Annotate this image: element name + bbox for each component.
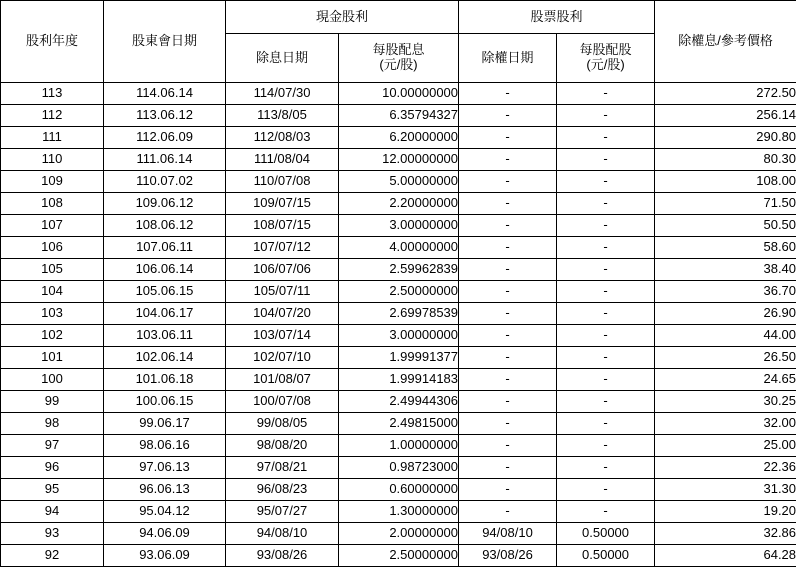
cell-ex-rights-date: - bbox=[459, 105, 557, 127]
header-cash-per-share-label: 每股配息 bbox=[341, 43, 456, 58]
cell-stock-per-share: - bbox=[557, 325, 655, 347]
table-row bbox=[1, 501, 796, 523]
cell-dividend-year: 93 bbox=[1, 523, 104, 545]
cell-ex-rights-date: - bbox=[459, 215, 557, 237]
cell-cash-per-share: 12.00000000 bbox=[339, 149, 459, 171]
table-row bbox=[1, 391, 796, 413]
cell-ex-rights-date: - bbox=[459, 281, 557, 303]
cell-meeting-date: 101.06.18 bbox=[104, 369, 226, 391]
cell-dividend-year: 108 bbox=[1, 193, 104, 215]
cell-meeting-date: 97.06.13 bbox=[104, 457, 226, 479]
cell-cash-per-share: 0.60000000 bbox=[339, 479, 459, 501]
cell-ex-rights-date: - bbox=[459, 369, 557, 391]
cell-ex-dividend-date: 100/07/08 bbox=[226, 391, 339, 413]
cell-ex-rights-date: - bbox=[459, 457, 557, 479]
cell-ex-dividend-date: 112/08/03 bbox=[226, 127, 339, 149]
cell-reference-price: 38.40 bbox=[655, 259, 796, 281]
cell-reference-price: 36.70 bbox=[655, 281, 796, 303]
cell-ex-rights-date: - bbox=[459, 83, 557, 105]
cell-stock-per-share: - bbox=[557, 435, 655, 457]
cell-cash-per-share: 1.30000000 bbox=[339, 501, 459, 523]
cell-cash-per-share: 3.00000000 bbox=[339, 215, 459, 237]
cell-dividend-year: 113 bbox=[1, 83, 104, 105]
cell-reference-price: 25.00 bbox=[655, 435, 796, 457]
table-row bbox=[1, 193, 796, 215]
cell-ex-rights-date: - bbox=[459, 193, 557, 215]
cell-stock-per-share: 0.50000 bbox=[557, 523, 655, 545]
table-row bbox=[1, 523, 796, 545]
cell-stock-per-share: - bbox=[557, 259, 655, 281]
cell-reference-price: 58.60 bbox=[655, 237, 796, 259]
cell-stock-per-share: - bbox=[557, 391, 655, 413]
table-row bbox=[1, 149, 796, 171]
cell-cash-per-share: 2.59962839 bbox=[339, 259, 459, 281]
header-ex-dividend-date: 除息日期 bbox=[226, 34, 339, 83]
cell-dividend-year: 111 bbox=[1, 127, 104, 149]
cell-meeting-date: 98.06.16 bbox=[104, 435, 226, 457]
cell-dividend-year: 94 bbox=[1, 501, 104, 523]
cell-cash-per-share: 1.99914183 bbox=[339, 369, 459, 391]
cell-meeting-date: 107.06.11 bbox=[104, 237, 226, 259]
cell-meeting-date: 95.04.12 bbox=[104, 501, 226, 523]
cell-reference-price: 64.28 bbox=[655, 545, 796, 567]
cell-ex-rights-date: - bbox=[459, 479, 557, 501]
cell-ex-dividend-date: 106/07/06 bbox=[226, 259, 339, 281]
header-stock-per-share-unit: (元/股) bbox=[559, 58, 652, 73]
cell-dividend-year: 99 bbox=[1, 391, 104, 413]
cell-cash-per-share: 2.69978539 bbox=[339, 303, 459, 325]
cell-reference-price: 272.50 bbox=[655, 83, 796, 105]
cell-meeting-date: 104.06.17 bbox=[104, 303, 226, 325]
cell-ex-dividend-date: 110/07/08 bbox=[226, 171, 339, 193]
cell-ex-dividend-date: 95/07/27 bbox=[226, 501, 339, 523]
cell-ex-rights-date: - bbox=[459, 127, 557, 149]
cell-stock-per-share: - bbox=[557, 83, 655, 105]
cell-stock-per-share: - bbox=[557, 369, 655, 391]
table-row bbox=[1, 457, 796, 479]
cell-cash-per-share: 2.49944306 bbox=[339, 391, 459, 413]
cell-reference-price: 26.50 bbox=[655, 347, 796, 369]
cell-cash-per-share: 6.20000000 bbox=[339, 127, 459, 149]
cell-meeting-date: 111.06.14 bbox=[104, 149, 226, 171]
cell-ex-dividend-date: 96/08/23 bbox=[226, 479, 339, 501]
cell-meeting-date: 99.06.17 bbox=[104, 413, 226, 435]
header-dividend-year: 股利年度 bbox=[1, 1, 104, 83]
cell-ex-dividend-date: 107/07/12 bbox=[226, 237, 339, 259]
cell-meeting-date: 102.06.14 bbox=[104, 347, 226, 369]
cell-reference-price: 71.50 bbox=[655, 193, 796, 215]
cell-dividend-year: 103 bbox=[1, 303, 104, 325]
cell-dividend-year: 102 bbox=[1, 325, 104, 347]
cell-stock-per-share: 0.50000 bbox=[557, 545, 655, 567]
cell-dividend-year: 104 bbox=[1, 281, 104, 303]
cell-ex-dividend-date: 101/08/07 bbox=[226, 369, 339, 391]
cell-reference-price: 19.20 bbox=[655, 501, 796, 523]
cell-meeting-date: 113.06.12 bbox=[104, 105, 226, 127]
cell-meeting-date: 96.06.13 bbox=[104, 479, 226, 501]
table-row bbox=[1, 325, 796, 347]
cell-meeting-date: 94.06.09 bbox=[104, 523, 226, 545]
table-row bbox=[1, 369, 796, 391]
cell-meeting-date: 108.06.12 bbox=[104, 215, 226, 237]
cell-dividend-year: 98 bbox=[1, 413, 104, 435]
cell-reference-price: 26.90 bbox=[655, 303, 796, 325]
cell-ex-rights-date: - bbox=[459, 435, 557, 457]
cell-cash-per-share: 2.49815000 bbox=[339, 413, 459, 435]
cell-reference-price: 31.30 bbox=[655, 479, 796, 501]
cell-reference-price: 108.00 bbox=[655, 171, 796, 193]
cell-meeting-date: 114.06.14 bbox=[104, 83, 226, 105]
cell-ex-rights-date: - bbox=[459, 413, 557, 435]
cell-stock-per-share: - bbox=[557, 457, 655, 479]
header-cash-dividend-group: 現金股利 bbox=[226, 1, 459, 34]
cell-meeting-date: 112.06.09 bbox=[104, 127, 226, 149]
table-row bbox=[1, 347, 796, 369]
table-row bbox=[1, 545, 796, 567]
cell-reference-price: 256.14 bbox=[655, 105, 796, 127]
cell-ex-rights-date: - bbox=[459, 391, 557, 413]
cell-reference-price: 290.80 bbox=[655, 127, 796, 149]
cell-cash-per-share: 1.99991377 bbox=[339, 347, 459, 369]
cell-dividend-year: 95 bbox=[1, 479, 104, 501]
cell-dividend-year: 100 bbox=[1, 369, 104, 391]
cell-dividend-year: 105 bbox=[1, 259, 104, 281]
cell-stock-per-share: - bbox=[557, 501, 655, 523]
cell-cash-per-share: 5.00000000 bbox=[339, 171, 459, 193]
table-row bbox=[1, 281, 796, 303]
cell-ex-dividend-date: 93/08/26 bbox=[226, 545, 339, 567]
cell-cash-per-share: 2.00000000 bbox=[339, 523, 459, 545]
cell-dividend-year: 97 bbox=[1, 435, 104, 457]
cell-reference-price: 24.65 bbox=[655, 369, 796, 391]
cell-stock-per-share: - bbox=[557, 479, 655, 501]
header-stock-per-share bbox=[557, 34, 655, 83]
table-row bbox=[1, 303, 796, 325]
header-cash-per-share-unit: (元/股) bbox=[341, 58, 456, 73]
cell-dividend-year: 92 bbox=[1, 545, 104, 567]
cell-ex-dividend-date: 104/07/20 bbox=[226, 303, 339, 325]
header-stock-dividend-group: 股票股利 bbox=[459, 1, 655, 34]
cell-cash-per-share: 4.00000000 bbox=[339, 237, 459, 259]
cell-ex-rights-date: - bbox=[459, 347, 557, 369]
cell-ex-dividend-date: 109/07/15 bbox=[226, 193, 339, 215]
cell-ex-dividend-date: 114/07/30 bbox=[226, 83, 339, 105]
cell-ex-rights-date: - bbox=[459, 259, 557, 281]
table-row bbox=[1, 259, 796, 281]
cell-cash-per-share: 2.50000000 bbox=[339, 545, 459, 567]
cell-reference-price: 44.00 bbox=[655, 325, 796, 347]
cell-ex-dividend-date: 94/08/10 bbox=[226, 523, 339, 545]
table-row bbox=[1, 413, 796, 435]
cell-stock-per-share: - bbox=[557, 105, 655, 127]
cell-stock-per-share: - bbox=[557, 237, 655, 259]
cell-dividend-year: 101 bbox=[1, 347, 104, 369]
cell-meeting-date: 105.06.15 bbox=[104, 281, 226, 303]
cell-stock-per-share: - bbox=[557, 413, 655, 435]
header-stock-per-share-label: 每股配股 bbox=[559, 43, 652, 58]
header-shareholder-meeting-date: 股東會日期 bbox=[104, 1, 226, 83]
cell-ex-rights-date: - bbox=[459, 303, 557, 325]
cell-ex-dividend-date: 103/07/14 bbox=[226, 325, 339, 347]
cell-stock-per-share: - bbox=[557, 127, 655, 149]
cell-ex-dividend-date: 105/07/11 bbox=[226, 281, 339, 303]
cell-ex-rights-date: 93/08/26 bbox=[459, 545, 557, 567]
cell-dividend-year: 96 bbox=[1, 457, 104, 479]
cell-dividend-year: 109 bbox=[1, 171, 104, 193]
cell-stock-per-share: - bbox=[557, 347, 655, 369]
cell-stock-per-share: - bbox=[557, 149, 655, 171]
table-row bbox=[1, 105, 796, 127]
cell-stock-per-share: - bbox=[557, 281, 655, 303]
cell-reference-price: 30.25 bbox=[655, 391, 796, 413]
cell-reference-price: 32.86 bbox=[655, 523, 796, 545]
table-row bbox=[1, 215, 796, 237]
cell-cash-per-share: 3.00000000 bbox=[339, 325, 459, 347]
cell-reference-price: 80.30 bbox=[655, 149, 796, 171]
header-ex-rights-date: 除權日期 bbox=[459, 34, 557, 83]
cell-cash-per-share: 2.20000000 bbox=[339, 193, 459, 215]
table-header bbox=[1, 1, 796, 83]
cell-stock-per-share: - bbox=[557, 193, 655, 215]
cell-ex-dividend-date: 113/8/05 bbox=[226, 105, 339, 127]
cell-meeting-date: 100.06.15 bbox=[104, 391, 226, 413]
header-row-groups bbox=[1, 1, 796, 34]
cell-cash-per-share: 2.50000000 bbox=[339, 281, 459, 303]
cell-ex-rights-date: - bbox=[459, 501, 557, 523]
cell-reference-price: 50.50 bbox=[655, 215, 796, 237]
cell-cash-per-share: 1.00000000 bbox=[339, 435, 459, 457]
cell-dividend-year: 106 bbox=[1, 237, 104, 259]
header-reference-price: 除權息/參考價格 bbox=[655, 1, 796, 83]
cell-reference-price: 32.00 bbox=[655, 413, 796, 435]
cell-meeting-date: 103.06.11 bbox=[104, 325, 226, 347]
table-row bbox=[1, 127, 796, 149]
cell-meeting-date: 110.07.02 bbox=[104, 171, 226, 193]
cell-meeting-date: 106.06.14 bbox=[104, 259, 226, 281]
cell-ex-rights-date: - bbox=[459, 149, 557, 171]
cell-ex-dividend-date: 97/08/21 bbox=[226, 457, 339, 479]
cell-dividend-year: 107 bbox=[1, 215, 104, 237]
cell-reference-price: 22.36 bbox=[655, 457, 796, 479]
cell-ex-dividend-date: 102/07/10 bbox=[226, 347, 339, 369]
cell-ex-rights-date: - bbox=[459, 171, 557, 193]
cell-ex-rights-date: 94/08/10 bbox=[459, 523, 557, 545]
cell-cash-per-share: 10.00000000 bbox=[339, 83, 459, 105]
table-row bbox=[1, 83, 796, 105]
table-row bbox=[1, 237, 796, 259]
cell-ex-dividend-date: 99/08/05 bbox=[226, 413, 339, 435]
cell-meeting-date: 109.06.12 bbox=[104, 193, 226, 215]
header-cash-per-share bbox=[339, 34, 459, 83]
cell-stock-per-share: - bbox=[557, 171, 655, 193]
cell-stock-per-share: - bbox=[557, 303, 655, 325]
table-body bbox=[1, 83, 796, 567]
table-row bbox=[1, 479, 796, 501]
cell-ex-rights-date: - bbox=[459, 237, 557, 259]
table-row bbox=[1, 435, 796, 457]
cell-ex-dividend-date: 108/07/15 bbox=[226, 215, 339, 237]
table-row bbox=[1, 171, 796, 193]
cell-dividend-year: 112 bbox=[1, 105, 104, 127]
cell-meeting-date: 93.06.09 bbox=[104, 545, 226, 567]
cell-ex-dividend-date: 111/08/04 bbox=[226, 149, 339, 171]
cell-cash-per-share: 0.98723000 bbox=[339, 457, 459, 479]
cell-ex-rights-date: - bbox=[459, 325, 557, 347]
cell-dividend-year: 110 bbox=[1, 149, 104, 171]
cell-ex-dividend-date: 98/08/20 bbox=[226, 435, 339, 457]
cell-cash-per-share: 6.35794327 bbox=[339, 105, 459, 127]
cell-stock-per-share: - bbox=[557, 215, 655, 237]
